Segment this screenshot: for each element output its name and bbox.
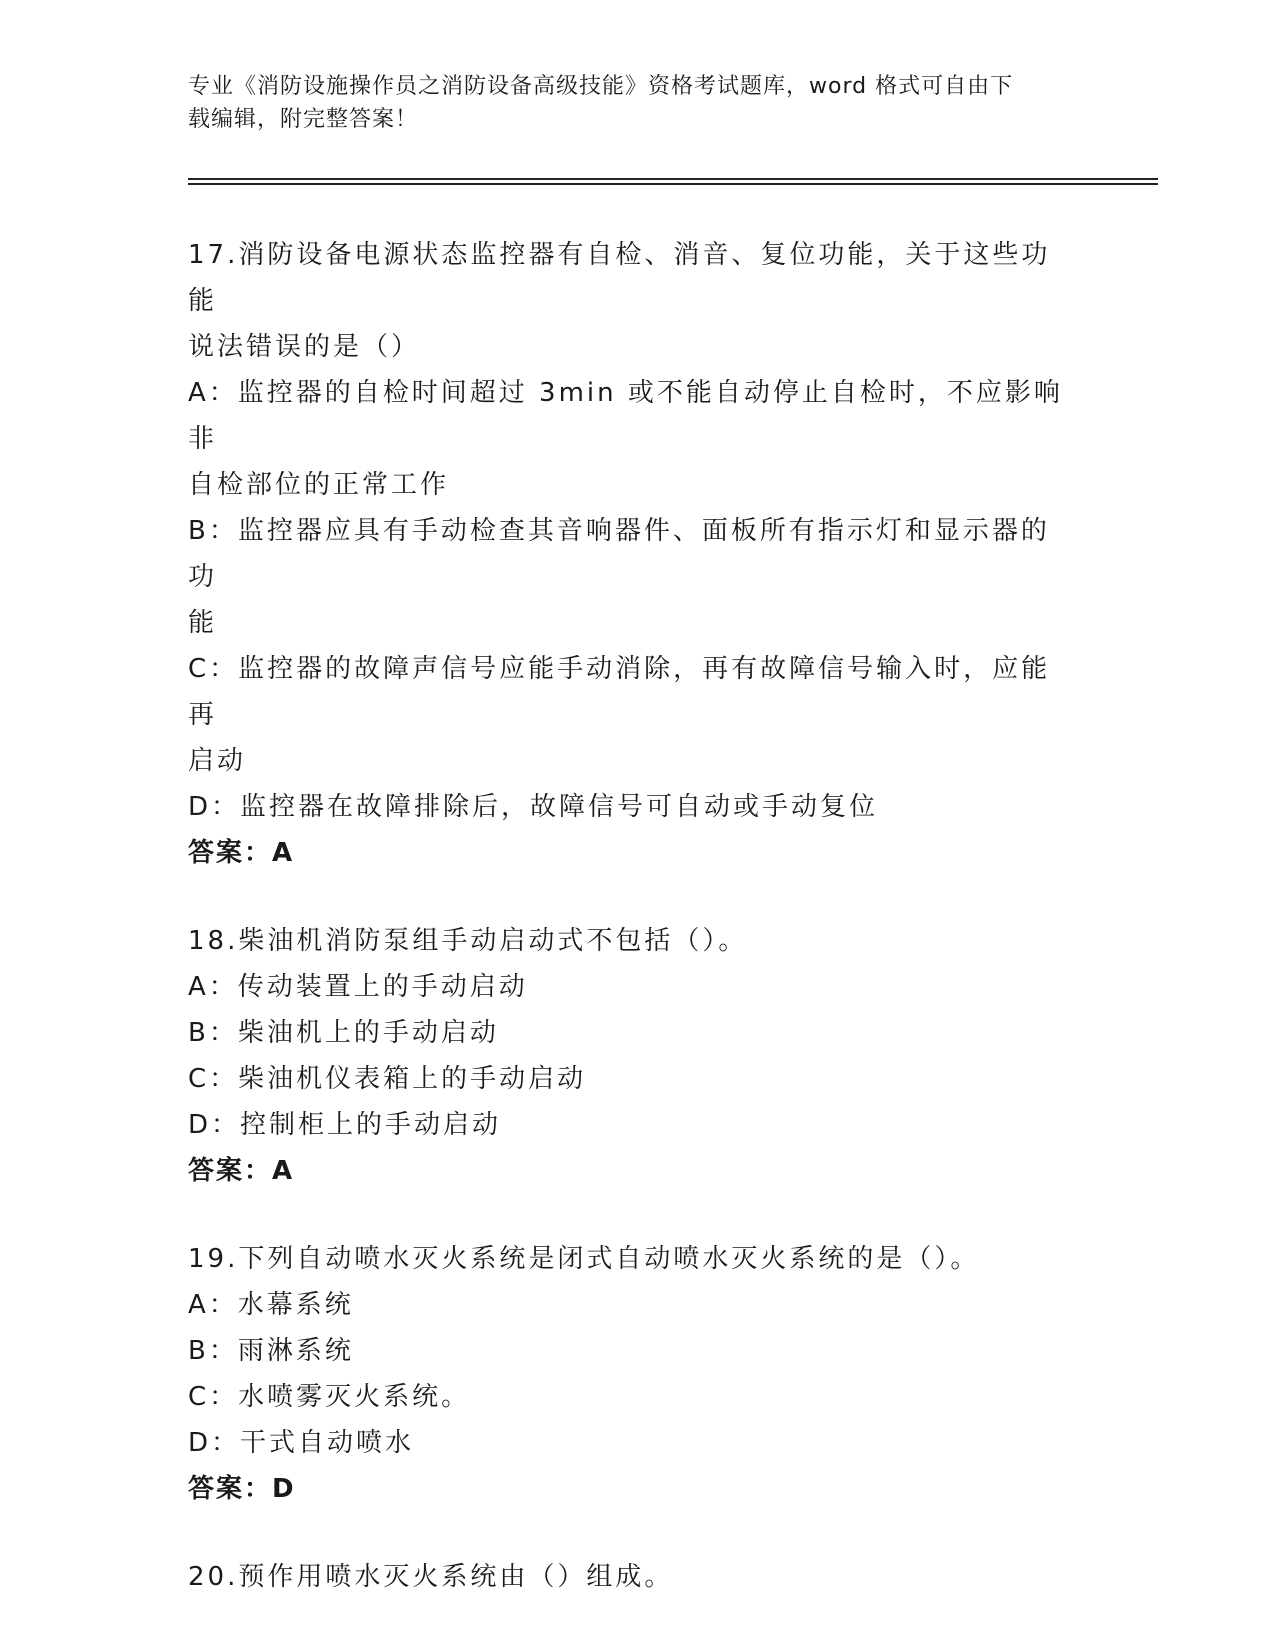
option-c: C：水喷雾灭火系统。 [188, 1382, 471, 1412]
question-stem-continued: 说法错误的是（） [188, 332, 421, 362]
header-line-1: 专业《消防设施操作员之消防设备高级技能》资格考试题库，word 格式可自由下 [188, 74, 1014, 99]
answer-line [188, 830, 1078, 876]
answer-line [188, 1148, 1078, 1194]
answer-label: 答案： [188, 1474, 273, 1504]
option-b: B：监控器应具有手动检查其音响器件、面板所有指示灯和显示器的功 [188, 516, 1050, 592]
option-c: C：监控器的故障声信号应能手动消除，再有故障信号输入时，应能再 [188, 654, 1051, 730]
answer-label: 答案： [188, 1156, 273, 1186]
document-header [188, 70, 1088, 136]
question-stem: 20.预作用喷水灭火系统由（）组成。 [188, 1562, 674, 1592]
option-a: A：水幕系统 [188, 1290, 354, 1320]
question-stem: 17.消防设备电源状态监控器有自检、消音、复位功能，关于这些功能 [188, 240, 1051, 316]
question-18 [188, 918, 1078, 1194]
option-d: D：控制柜上的手动启动 [188, 1110, 502, 1140]
option-c-continued: 启动 [188, 746, 247, 776]
header-line-2: 载编辑，附完整答案！ [188, 107, 419, 132]
option-b-continued: 能 [188, 608, 218, 638]
answer-label: 答案： [188, 838, 273, 868]
option-b: B：柴油机上的手动启动 [188, 1018, 499, 1048]
question-stem: 19.下列自动喷水灭火系统是闭式自动喷水灭火系统的是（）。 [188, 1244, 980, 1274]
option-c: C：柴油机仪表箱上的手动启动 [188, 1064, 587, 1094]
option-b: B：雨淋系统 [188, 1336, 354, 1366]
question-list [188, 232, 1078, 1642]
header-divider-top [188, 178, 1158, 180]
answer-value: D [272, 1474, 296, 1504]
option-a-continued: 自检部位的正常工作 [188, 470, 450, 500]
option-d: D：干式自动喷水 [188, 1428, 415, 1458]
option-a: A：传动装置上的手动启动 [188, 972, 528, 1002]
question-19 [188, 1236, 1078, 1512]
header-divider-bottom [188, 183, 1158, 185]
question-17 [188, 232, 1078, 876]
answer-line [188, 1466, 1078, 1512]
question-20 [188, 1554, 1078, 1600]
question-stem: 18.柴油机消防泵组手动启动式不包括（）。 [188, 926, 748, 956]
answer-value: A [272, 1156, 295, 1186]
option-d: D：监控器在故障排除后，故障信号可自动或手动复位 [188, 792, 879, 822]
answer-value: A [272, 838, 295, 868]
option-a: A：监控器的自检时间超过 3min 或不能自动停止自检时，不应影响非 [188, 378, 1063, 454]
